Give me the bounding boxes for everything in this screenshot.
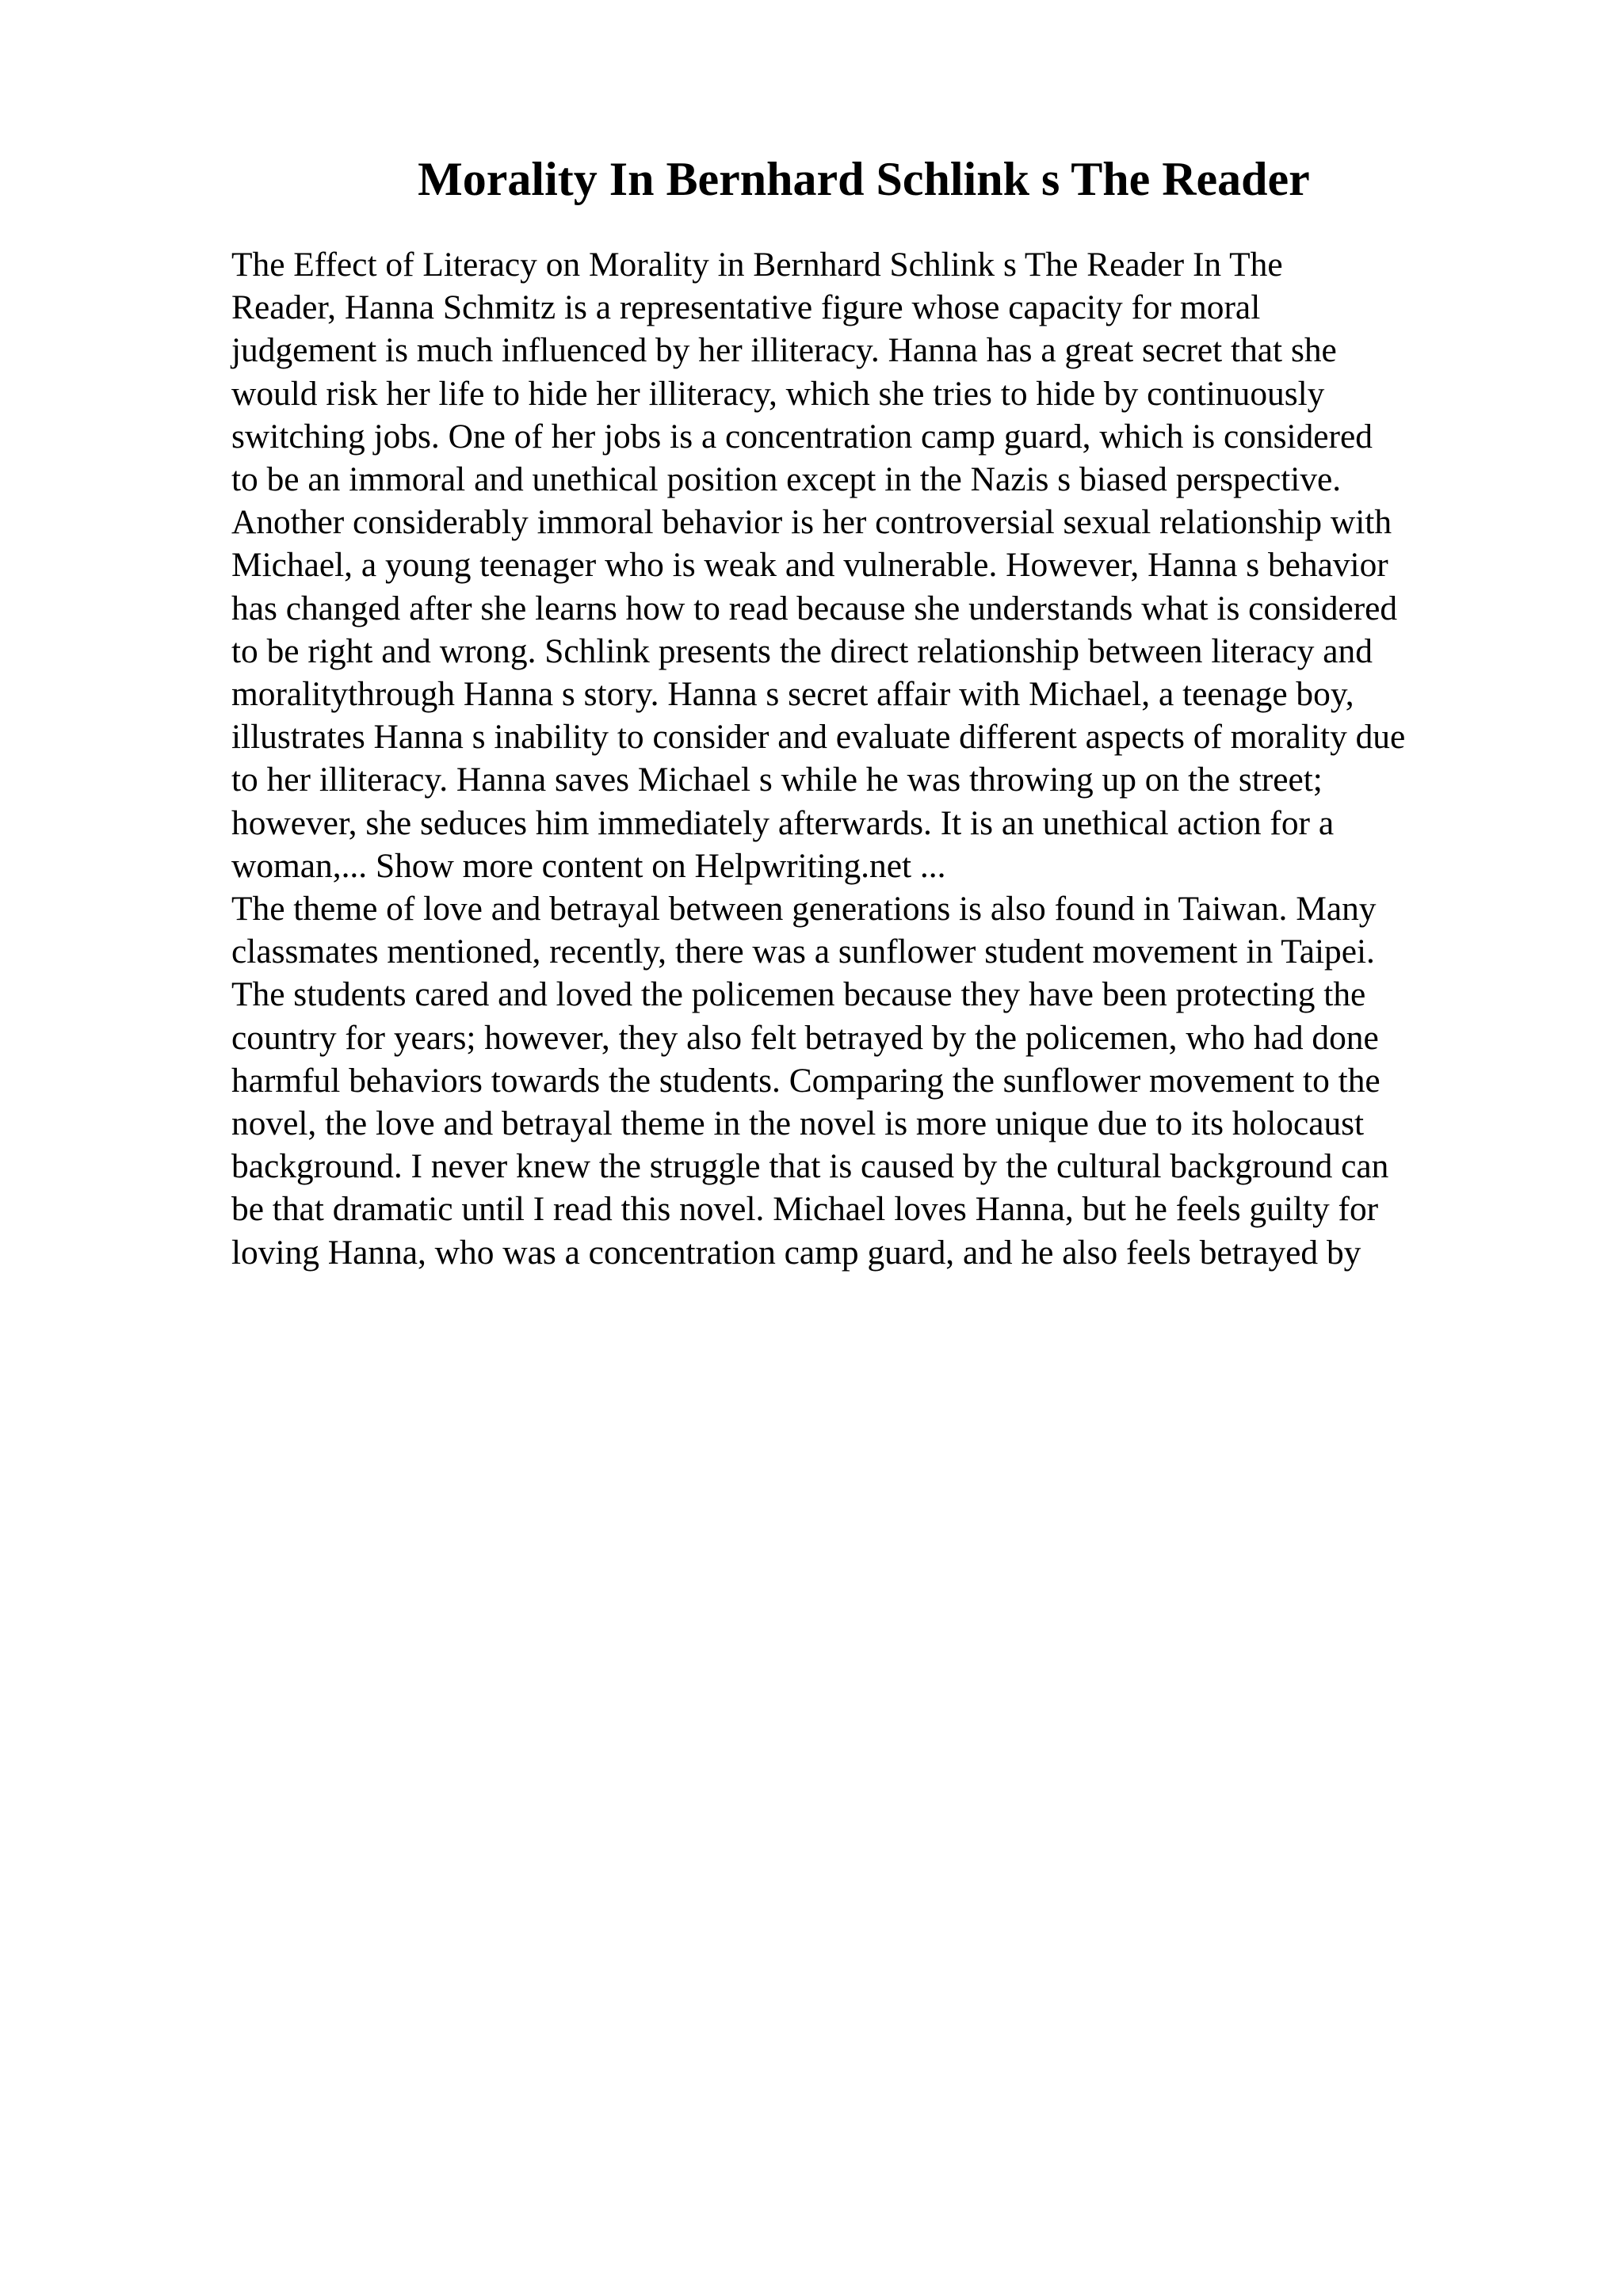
body-line: woman,... Show more content on Helpwriting.net ... <box>231 846 946 885</box>
body-line: harmful behaviors towards the students. Comparing the sunflower movement to the <box>231 1061 1381 1100</box>
body-line: Reader, Hanna Schmitz is a representative figure whose capacity for moral <box>231 288 1261 327</box>
body-line: to her illiteracy. Hanna saves Michael s while he was throwing up on the street; <box>231 761 1323 799</box>
body-line: would risk her life to hide her illiteracy, which she tries to hide by continuously <box>231 374 1325 413</box>
body-line: The theme of love and betrayal between generations is also found in Taiwan. Many <box>231 890 1377 929</box>
body-line: Another considerably immoral behavior is her controversial sexual relationship with <box>231 503 1392 542</box>
body-line: classmates mentioned, recently, there was a sunflower student movement in Taipei. <box>231 933 1375 971</box>
document-body <box>231 243 1515 1274</box>
body-line: Michael, a young teenager who is weak and vulnerable. However, Hanna s behavior <box>231 546 1388 585</box>
body-line: to be an immoral and unethical position except in the Nazis s biased perspective. <box>231 460 1342 499</box>
body-line: moralitythrough Hanna s story. Hanna s secret affair with Michael, a teenage boy, <box>231 675 1354 714</box>
body-line: The students cared and loved the policemen because they have been protecting the <box>231 975 1366 1014</box>
body-line: loving Hanna, who was a concentration camp guard, and he also feels betrayed by <box>231 1233 1361 1272</box>
body-line: to be right and wrong. Schlink presents the direct relationship between literacy and <box>231 631 1373 670</box>
body-line: novel, the love and betrayal theme in the novel is more unique due to its holocaust <box>231 1104 1365 1143</box>
body-line: however, she seduces him immediately afterwards. It is an unethical action for a <box>231 803 1335 842</box>
body-line: background. I never knew the struggle that is caused by the cultural background can <box>231 1147 1389 1186</box>
body-line: judgement is much influenced by her illiteracy. Hanna has a great secret that she <box>231 331 1337 370</box>
body-line: be that dramatic until I read this novel. Michael loves Hanna, but he feels guilty for <box>231 1190 1379 1229</box>
body-line: has changed after she learns how to read because she understands what is considered <box>231 589 1398 627</box>
body-line: switching jobs. One of her jobs is a concentration camp guard, which is considered <box>231 417 1373 456</box>
body-line: The Effect of Literacy on Morality in Bernhard Schlink s The Reader In The <box>231 246 1283 284</box>
document-title: Morality In Bernhard Schlink s The Reader <box>418 153 1310 205</box>
body-line: illustrates Hanna s inability to consider and evaluate different aspects of morality due <box>231 718 1406 757</box>
body-line: country for years; however, they also felt betrayed by the policemen, who had done <box>231 1018 1379 1057</box>
